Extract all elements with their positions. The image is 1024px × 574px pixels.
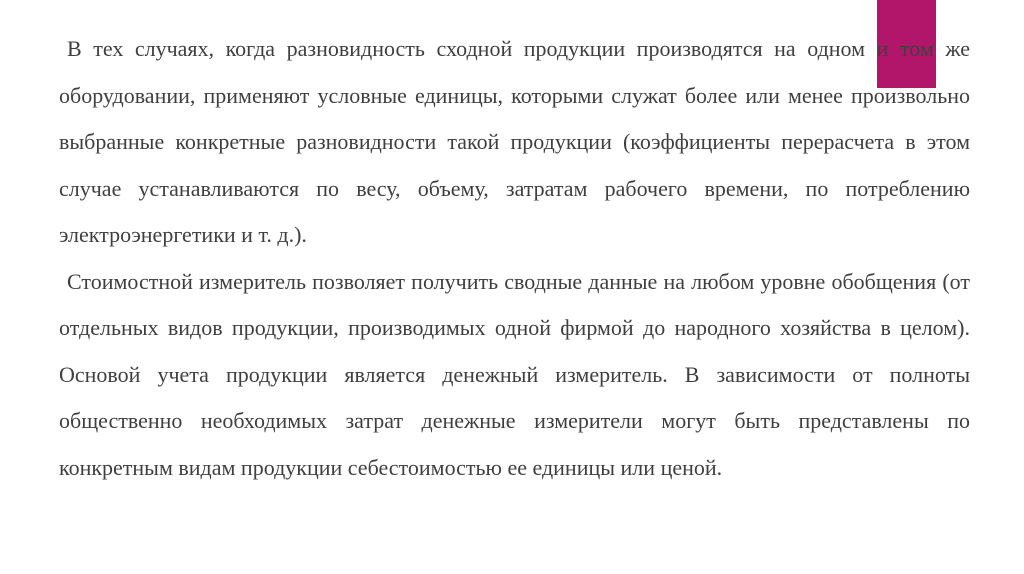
paragraph-2: Стоимостной измеритель позволяет получить сводные данные на любом уровне обобщения (от отдельных видов продукции, производимых одной фирмой до народного хозяйства в целом). Основой учета продукции является денежный измеритель. В зависимости от полноты общественно необходимых затрат денежные измерители могут быть представлены по конкретным видам продукции себестоимостью ее единицы или ценой. [59,268,970,480]
slide-body [59,26,970,491]
paragraph-1: В тех случаях, когда разновидность сходной продукции производятся на одном и том же оборудовании, применяют условные единицы, которыми служат более или менее произвольно выбранные конкретные разновидности такой продукции (коэффициенты перерасчета в этом случае устанавливаются по весу, объему, затратам рабочего времени, по потреблению электроэнергетики и т. д.). [59,36,970,247]
